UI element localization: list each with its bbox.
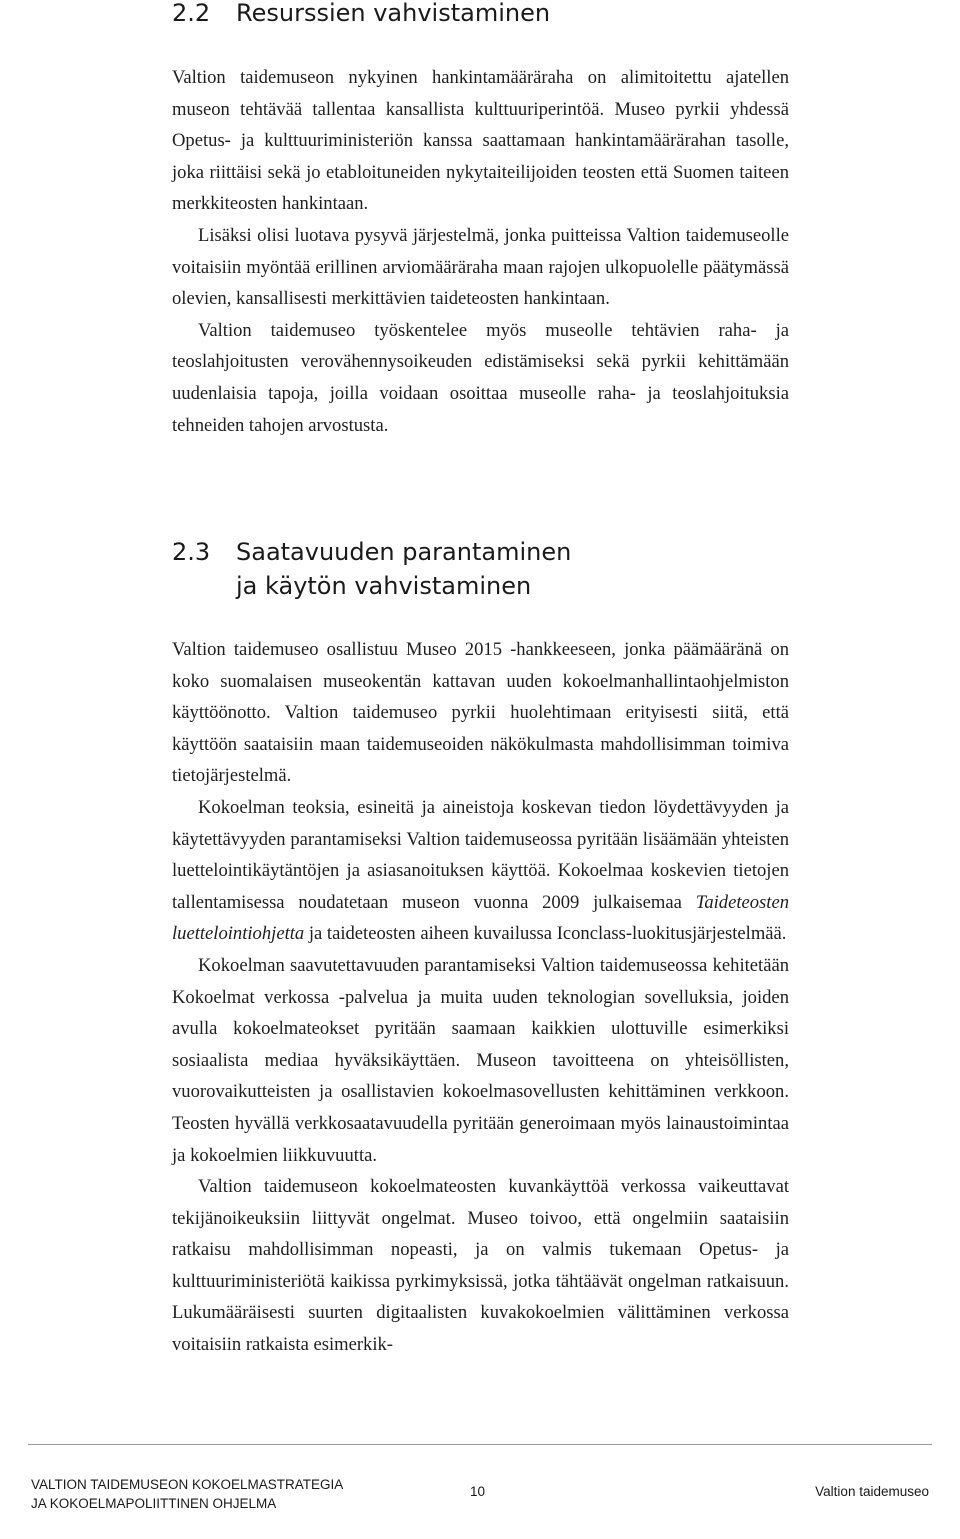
section-body-2-2 xyxy=(172,62,789,441)
paragraph-text: Kokoelman teoksia, esineitä ja aineistoja koskevan tiedon löydettävyyden ja käytettävyyden parantamiseksi Valtion taidemuseossa pyritään lisäämään yhteisten luettelointikäytäntöjen ja asiasanoituksen käyttöä. Kokoelmaa koskevien tietojen tallentamisessa noudatetaan museon vuonna 2009 julkaisemaa xyxy=(172,796,789,913)
paragraph: Valtion taidemuseon nykyinen hankintamääräraha on alimitoitettu ajatellen museon tehtävää tallentaa kansallista kulttuuriperintöä. Museo pyrkii yhdessä Opetus- ja kulttuuriministeriön kanssa saattamaan hankintamäärärahan tasolle, joka riittäisi sekä jo etabloituneiden nykytaiteilijoiden teosten että Suomen taiteen merkkiteosten hankintaan. xyxy=(172,67,789,215)
paragraph-text: ja taideteosten aiheen kuvailussa Iconclass-luokitusjärjestelmää. xyxy=(308,923,787,945)
paragraph: Lisäksi olisi luotava pysyvä järjestelmä, jonka puitteissa Valtion taidemuseolle voitaisiin myöntää erillinen arviomääräraha maan rajojen ulkopuolelle päätymässä olevien, kansallisesti merkittävien taideteosten hankintaan. xyxy=(172,224,789,310)
section-number: 2.2 xyxy=(172,0,211,27)
section-title-line-1: Saatavuuden parantaminen xyxy=(236,538,572,566)
paragraph xyxy=(172,792,789,950)
section-title-line-2: ja käytön vahvistaminen xyxy=(236,572,532,600)
footer-publication-line-2: JA KOKOELMAPOLIITTINEN OHJELMA xyxy=(31,1496,277,1511)
paragraph: Valtion taidemuseo työskentelee myös museolle tehtävien raha- ja teoslahjoitusten verovähennysoikeuden edistämiseksi sekä pyrkii kehittämään uudenlaisia tapoja, joilla voidaan osoittaa museolle raha- ja teoslahjoituksia tehneiden tahojen arvostusta. xyxy=(172,319,789,436)
footer-publication-title xyxy=(31,1475,343,1513)
section-body-2-3 xyxy=(172,634,789,1361)
section-heading-2-3 xyxy=(172,535,571,603)
footer-divider xyxy=(28,1444,932,1445)
footer-publisher: Valtion taidemuseo xyxy=(815,1484,929,1499)
section-number: 2.3 xyxy=(172,538,211,566)
paragraph: Valtion taidemuseo osallistuu Museo 2015 -hankkeeseen, jonka päämääränä on koko suomalaisen museokentän kattavan uuden kokoelmanhallintaohjelmiston käyttöönotto. Valtion taidemuseo pyrkii huolehtimaan erityisesti siitä, että käyttöön saataisiin maan taidemuseoiden näkökulmasta mahdollisimman toimiva tietojärjestelmä. xyxy=(172,639,789,787)
section-title: Resurssien vahvistaminen xyxy=(236,0,551,27)
publication-title: Taideteosten luettelointiohjetta xyxy=(172,891,790,945)
footer-publication-line-1: VALTION TAIDEMUSEON KOKOELMASTRATEGIA xyxy=(31,1477,344,1492)
paragraph: Valtion taidemuseon kokoelmateosten kuvankäyttöä verkossa vaikeuttavat tekijänoikeuksiin liittyvät ongelmat. Museo toivoo, että ongelmiin saataisiin ratkaisu mahdollisimman nopeasti, ja on valmis tukemaan Opetus- ja kulttuuriministeriötä kaikissa pyrkimyksissä, jotka tähtäävät ongelman ratkaisuun. Lukumääräisesti suurten digitaalisten kuvakokoelmien välittäminen verkossa voitaisiin ratkaista esimerkik- xyxy=(172,1176,789,1356)
paragraph: Kokoelman saavutettavuuden parantamiseksi Valtion taidemuseossa kehitetään Kokoelmat verkossa -palvelua ja muita uuden teknologian sovelluksia, joiden avulla kokoelmateokset pyritään saamaan kaikkien ulottuville esimerkiksi sosiaalista mediaa hyväksikäyttäen. Museon tavoitteena on yhteisöllisten, vuorovaikutteisten ja osallistavien kokoelmasovellusten kehittäminen verkkoon. Teosten hyvällä verkkosaatavuudella pyritään generoimaan myös lainaustoimintaa ja kokoelmien liikkuvuutta. xyxy=(172,954,789,1166)
section-heading-2-2 xyxy=(172,0,550,30)
page-number: 10 xyxy=(470,1484,486,1499)
page-footer xyxy=(0,1444,960,1539)
